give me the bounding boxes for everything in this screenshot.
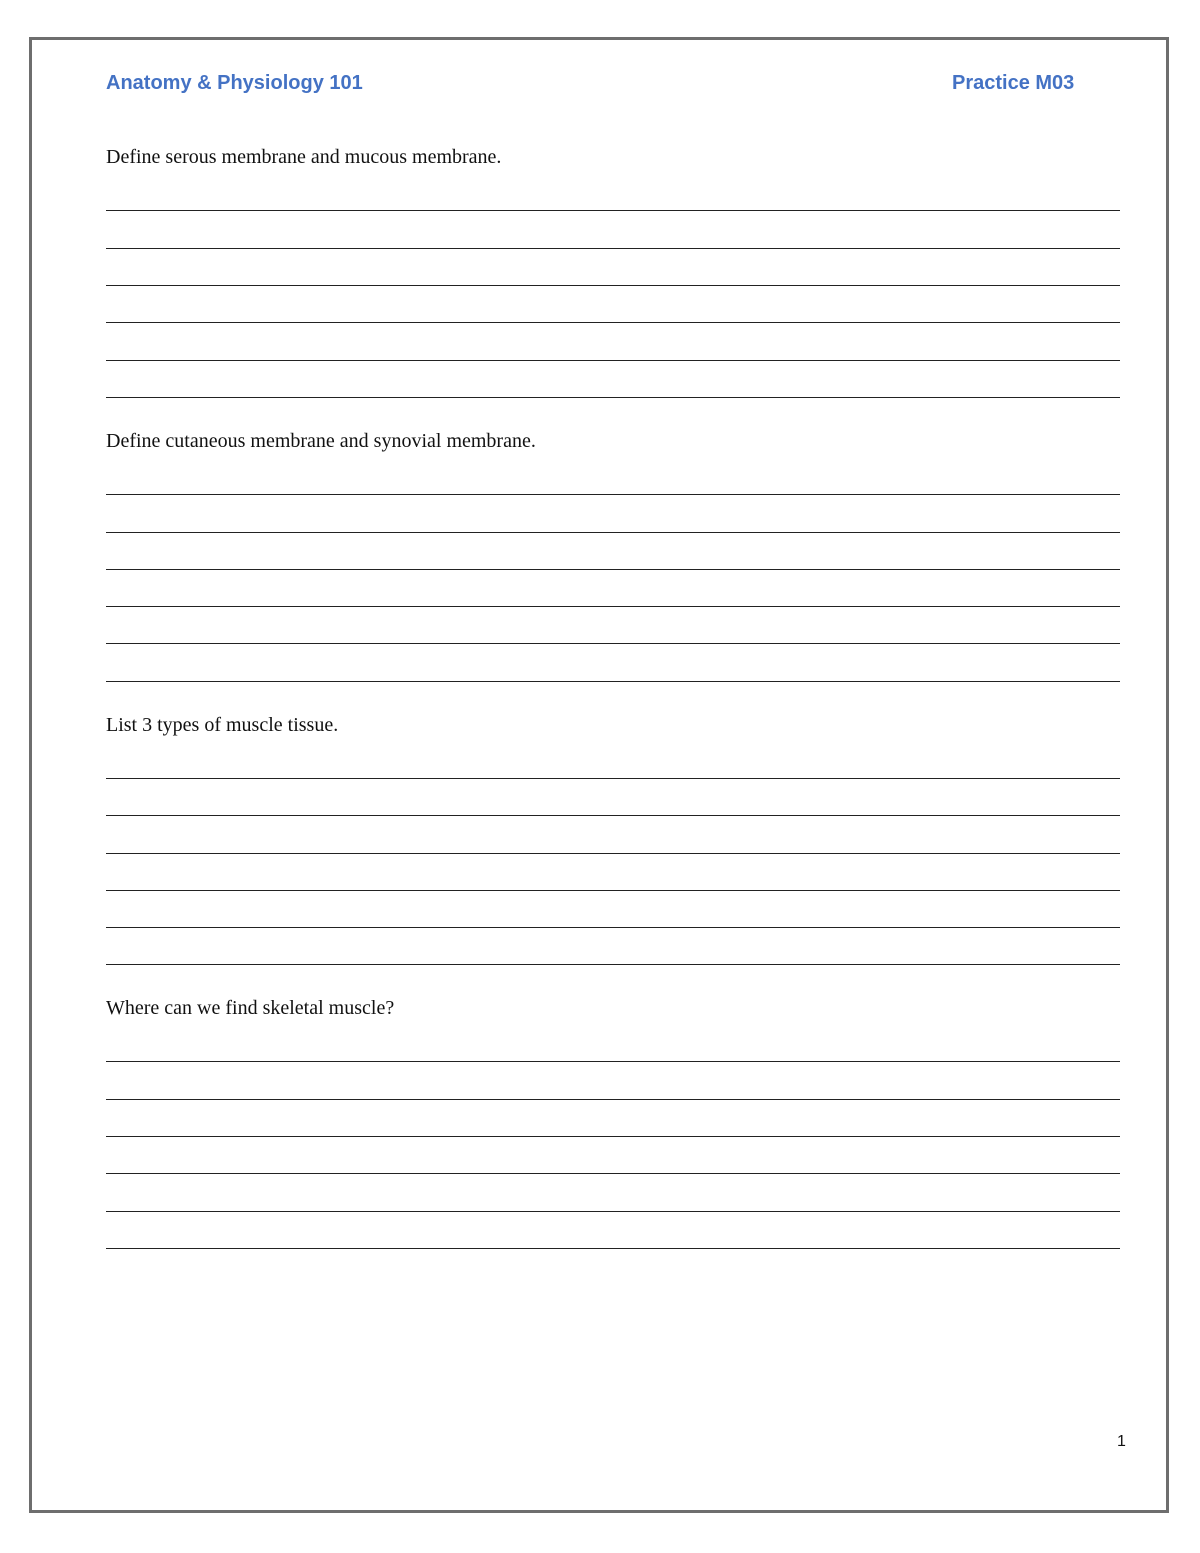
- answer-line[interactable]: [106, 322, 1120, 323]
- answer-line[interactable]: [106, 360, 1120, 361]
- question-prompt: Define serous membrane and mucous membrane.: [106, 146, 502, 168]
- answer-line[interactable]: [106, 964, 1120, 965]
- answer-line[interactable]: [106, 1173, 1120, 1174]
- answer-line[interactable]: [106, 890, 1120, 891]
- answer-line[interactable]: [106, 927, 1120, 928]
- page-number: 1: [1117, 1433, 1126, 1450]
- answer-line[interactable]: [106, 285, 1120, 286]
- answer-line[interactable]: [106, 248, 1120, 249]
- answer-line[interactable]: [106, 569, 1120, 570]
- practice-label: Practice M03: [952, 72, 1075, 94]
- answer-line[interactable]: [106, 1136, 1120, 1137]
- answer-line[interactable]: [106, 643, 1120, 644]
- question-prompt: Where can we find skeletal muscle?: [106, 997, 395, 1019]
- page-border: [29, 37, 1169, 1513]
- answer-line[interactable]: [106, 815, 1120, 816]
- answer-line[interactable]: [106, 606, 1120, 607]
- answer-line[interactable]: [106, 1099, 1120, 1100]
- course-title: Anatomy & Physiology 101: [106, 72, 363, 94]
- answer-line[interactable]: [106, 778, 1120, 779]
- answer-line[interactable]: [106, 210, 1120, 211]
- answer-line[interactable]: [106, 1248, 1120, 1249]
- answer-line[interactable]: [106, 1211, 1120, 1212]
- question-prompt: List 3 types of muscle tissue.: [106, 714, 339, 736]
- question-prompt: Define cutaneous membrane and synovial membrane.: [106, 430, 536, 452]
- answer-line[interactable]: [106, 1061, 1120, 1062]
- answer-line[interactable]: [106, 532, 1120, 533]
- answer-line[interactable]: [106, 853, 1120, 854]
- answer-line[interactable]: [106, 681, 1120, 682]
- answer-line[interactable]: [106, 494, 1120, 495]
- answer-line[interactable]: [106, 397, 1120, 398]
